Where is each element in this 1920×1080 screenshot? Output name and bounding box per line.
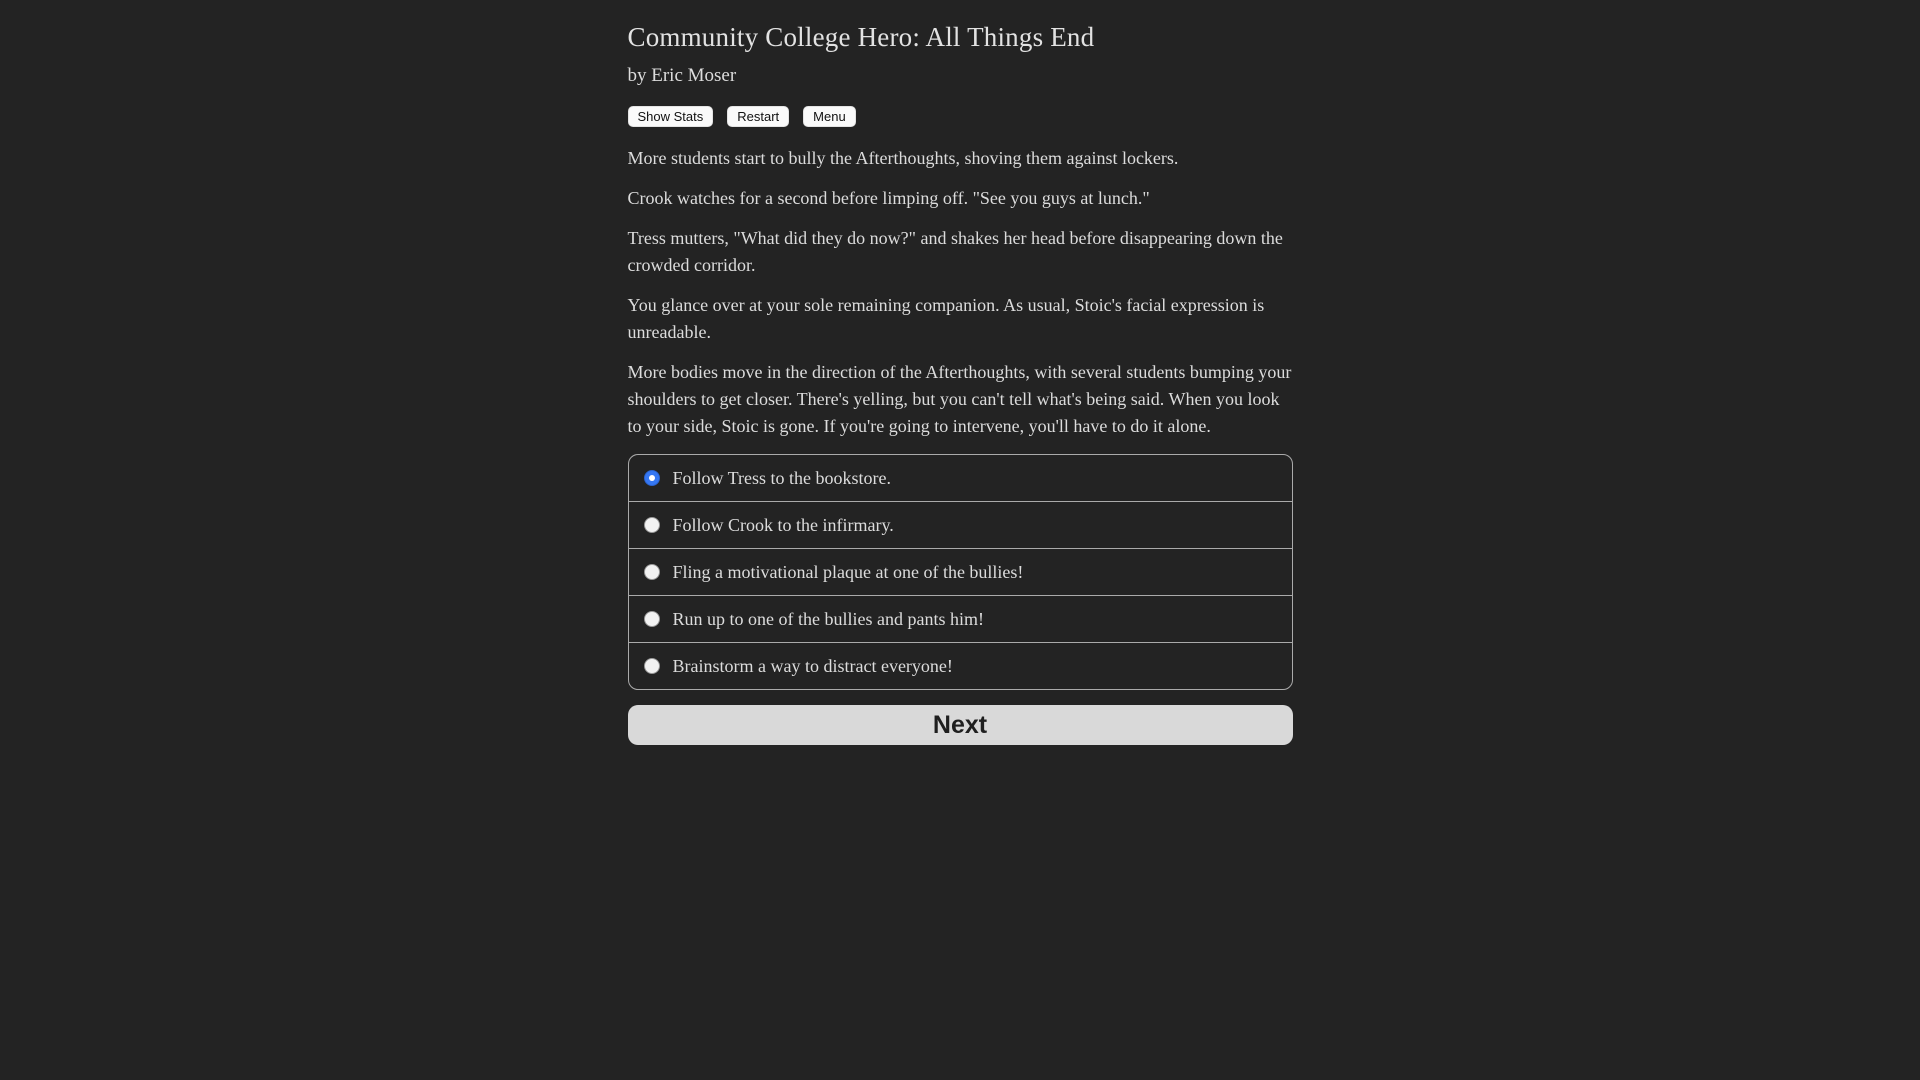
story-paragraph: Tress mutters, "What did they do now?" and shakes her head before disappearing down the crowded corridor. <box>627 228 1283 276</box>
choice-option[interactable] <box>629 548 1292 595</box>
story-paragraph: More bodies move in the direction of the Afterthoughts, with several students bumping your shoulders to get closer. There's yelling, but you can't tell what's being said. When you look to your side, Stoic is gone. If you're going to intervene, you'll have to do it alone. <box>627 362 1292 437</box>
restart-button[interactable]: Restart <box>727 106 789 127</box>
story-paragraph: Crook watches for a second before limping off. "See you guys at lunch." <box>627 188 1150 209</box>
menu-button[interactable]: Menu <box>803 106 856 127</box>
choice-label[interactable]: Follow Tress to the bookstore. <box>672 467 892 488</box>
radio-button-icon[interactable] <box>644 517 660 533</box>
choice-label[interactable]: Brainstorm a way to distract everyone! <box>672 655 953 676</box>
choice-label[interactable]: Fling a motivational plaque at one of the bullies! <box>672 561 1024 582</box>
next-button[interactable]: Next <box>628 705 1293 745</box>
choice-option[interactable] <box>629 642 1292 689</box>
choice-list <box>628 454 1293 690</box>
choice-option[interactable] <box>629 595 1292 642</box>
choice-option[interactable] <box>629 501 1292 548</box>
choice-label[interactable]: Follow Crook to the infirmary. <box>672 514 894 535</box>
story-paragraph: You glance over at your sole remaining companion. As usual, Stoic's facial expression is unreadable. <box>627 295 1265 343</box>
radio-button-icon[interactable] <box>644 470 660 486</box>
toolbar <box>628 106 1293 127</box>
game-title: Community College Hero: All Things End <box>627 22 1095 52</box>
game-author: by Eric Moser <box>627 65 737 87</box>
choice-label[interactable]: Run up to one of the bullies and pants him! <box>672 608 984 629</box>
radio-button-icon[interactable] <box>644 564 660 580</box>
game-page <box>628 0 1293 745</box>
story-paragraph: More students start to bully the Afterthoughts, shoving them against lockers. <box>627 148 1179 169</box>
radio-button-icon[interactable] <box>644 658 660 674</box>
radio-button-icon[interactable] <box>644 611 660 627</box>
show-stats-button[interactable]: Show Stats <box>628 106 714 127</box>
choice-option[interactable] <box>629 455 1292 501</box>
story-text <box>628 145 1293 440</box>
